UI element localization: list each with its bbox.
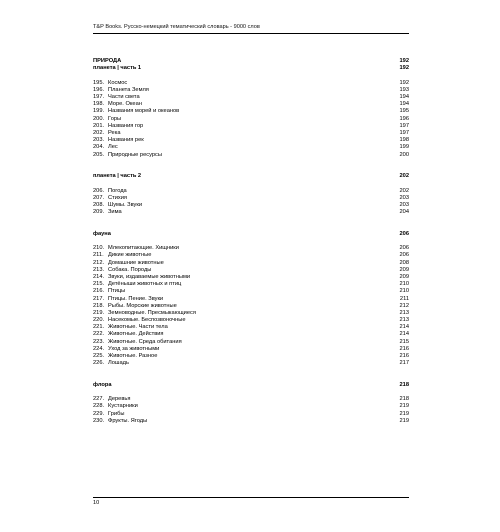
toc-entry-title: Природные ресурсы (108, 151, 162, 158)
toc-entry-number: 216. (93, 288, 105, 295)
toc-entry-title: Названия рек (108, 137, 144, 144)
toc-entry-page: 203 (399, 194, 409, 201)
toc-entry-label (93, 80, 127, 87)
toc-entry-page: 219 (399, 417, 409, 424)
toc-entry (93, 188, 409, 195)
toc-entry-page: 194 (399, 94, 409, 101)
toc-entry-page: 212 (399, 302, 409, 309)
toc-entry-number: 210. (93, 245, 105, 252)
toc-entry-label (93, 310, 196, 317)
toc-entry-number: 230. (93, 417, 105, 424)
toc-entry-page: 218 (399, 381, 409, 388)
toc-entry-title: Река (108, 129, 121, 136)
toc-entry-number: 197. (93, 94, 105, 101)
toc-entry (93, 209, 409, 216)
toc-entry-label (93, 288, 125, 295)
toc-entry-page: 213 (399, 317, 409, 324)
toc-entry-title: фауна (93, 230, 111, 237)
toc-entry-page: 219 (399, 403, 409, 410)
toc-entry-page: 192 (399, 58, 409, 64)
toc-entry-label (93, 188, 127, 195)
toc-entry-label (93, 396, 130, 403)
toc-entry-number: 226. (93, 360, 105, 367)
toc-entry-title: Земноводные. Пресмыкающиеся (108, 309, 196, 316)
toc-entry-label (93, 58, 121, 65)
toc-entry-label (93, 296, 163, 303)
toc-entry (93, 144, 409, 151)
toc-entry-title: планета | часть 1 (93, 65, 142, 72)
toc-entry (93, 245, 409, 252)
toc-entry-title: Фрукты. Ягоды (108, 417, 148, 424)
toc-entry-label (93, 65, 141, 72)
toc-entry-page: 192 (399, 65, 409, 72)
toc-entry-title: Животные. Среда обитания (108, 338, 182, 345)
toc-entry (93, 260, 409, 267)
toc-entry-number: 220. (93, 317, 105, 324)
toc-entry-number: 207. (93, 194, 105, 201)
toc-entry-number: 198. (93, 101, 105, 108)
toc-entry-number: 221. (93, 324, 105, 331)
toc-entry (93, 195, 409, 202)
toc-entry-page: 215 (399, 338, 409, 345)
toc-part-heading (93, 65, 409, 72)
toc-entry-label (93, 403, 138, 410)
toc-entry-page: 211 (399, 295, 409, 302)
toc-entry (93, 296, 409, 303)
toc-entry-number: 205. (93, 151, 105, 158)
toc-entry-number: 228. (93, 403, 105, 410)
toc-entry-page: 208 (399, 259, 409, 266)
toc-entry-number: 215. (93, 281, 105, 288)
toc-spacer (93, 180, 409, 187)
toc-entry-page: 218 (399, 396, 409, 403)
toc-entry-page: 203 (399, 201, 409, 208)
toc-entry-page: 216 (399, 345, 409, 352)
toc-entry-title: Деревья (108, 396, 131, 403)
toc-entry-title: Звуки, издаваемые животными (108, 273, 191, 280)
toc-part-heading (93, 382, 409, 389)
toc-entry-page: 217 (399, 360, 409, 367)
toc-entry-label (93, 418, 147, 425)
toc-entry-page: 216 (399, 353, 409, 360)
toc-part-heading (93, 231, 409, 238)
toc-entry (93, 252, 409, 259)
toc-entry-title: Животные. Разное (108, 353, 158, 360)
toc-entry (93, 267, 409, 274)
toc-entry-page: 195 (399, 108, 409, 115)
toc-entry-label (93, 252, 151, 259)
toc-entry-number: 206. (93, 187, 105, 194)
toc-entry-page: 214 (399, 331, 409, 338)
toc-entry-label (93, 360, 129, 367)
toc-spacer (93, 159, 409, 173)
toc-entry-page: 219 (399, 410, 409, 417)
toc-entry-label (93, 87, 149, 94)
toc-entry-number: 227. (93, 396, 105, 403)
toc-entry-title: Части света (108, 94, 140, 101)
toc-entry-label (93, 353, 157, 360)
toc-entry (93, 130, 409, 137)
toc-entry-page: 199 (399, 144, 409, 151)
toc-entry-number: 201. (93, 122, 105, 129)
toc-entry-title: Птицы. Пение. Звуки (108, 295, 164, 302)
toc-entry-number: 214. (93, 273, 105, 280)
toc-entry-number: 222. (93, 331, 105, 338)
toc-entry-label (93, 331, 164, 338)
toc-entry (93, 331, 409, 338)
toc-entry-title: планета | часть 2 (93, 173, 142, 180)
toc-entry-label (93, 382, 111, 389)
toc-entry-title: Дикие животные (108, 252, 152, 259)
toc-entry-title: Рыбы. Морские животные (108, 302, 177, 309)
toc-entry (93, 281, 409, 288)
toc-entry-page: 206 (399, 252, 409, 259)
toc-entry-number: 225. (93, 353, 105, 360)
toc-entry-label (93, 137, 144, 144)
toc-entry-title: Зима (108, 209, 122, 216)
toc-entry-title: Уход за животными (108, 345, 160, 352)
toc-entry (93, 418, 409, 425)
toc-entry-page: 206 (399, 230, 409, 237)
toc-entry-title: Горы (108, 115, 122, 122)
toc-entry-page: 202 (399, 187, 409, 194)
toc-entry (93, 303, 409, 310)
toc-entry-title: флора (93, 381, 112, 388)
toc-entry-page: 197 (399, 122, 409, 129)
toc-entry-title: Животные. Действия (108, 331, 164, 338)
toc-entry-title: Шумы. Звуки (108, 201, 142, 208)
toc-entry-number: 219. (93, 309, 105, 316)
toc-spacer (93, 389, 409, 396)
toc-entry-number: 199. (93, 108, 105, 115)
toc-entry-label (93, 202, 142, 209)
toc-entry-title: Насекомые. Беспозвоночные (108, 317, 186, 324)
toc-entry-title: Домашние животные (108, 259, 164, 266)
toc-entry (93, 317, 409, 324)
toc-entry-label (93, 94, 140, 101)
toc-entry-page: 194 (399, 101, 409, 108)
toc-entry-page: 214 (399, 324, 409, 331)
toc-entry-label (93, 209, 122, 216)
toc-entry-page: 210 (399, 288, 409, 295)
toc-entry-label (93, 260, 164, 267)
toc-entry-title: Собака. Породы (108, 266, 152, 273)
toc-entry-label (93, 123, 143, 130)
toc-part-heading (93, 173, 409, 180)
toc-entry-page: 206 (399, 245, 409, 252)
toc-section-heading (93, 58, 409, 65)
toc-entry-page: 192 (399, 79, 409, 86)
toc-entry-number: 229. (93, 410, 105, 417)
toc-entry (93, 310, 409, 317)
toc-entry-title: Детёныши животных и птиц (108, 281, 182, 288)
toc-entry-label (93, 173, 141, 180)
toc-entry-title: Названия гор (108, 122, 144, 129)
toc-entry-number: 202. (93, 129, 105, 136)
toc-entry-number: 204. (93, 144, 105, 151)
toc-entry (93, 80, 409, 87)
toc-entry-label (93, 317, 186, 324)
toc-entry-number: 200. (93, 115, 105, 122)
toc-entry (93, 360, 409, 367)
toc-entry-number: 218. (93, 302, 105, 309)
toc-entry-page: 196 (399, 115, 409, 122)
toc-entry-label (93, 274, 190, 281)
toc-entry (93, 346, 409, 353)
toc-entry (93, 116, 409, 123)
toc-entry-label (93, 152, 162, 159)
toc-entry-label (93, 339, 182, 346)
toc-entry-page: 197 (399, 129, 409, 136)
toc-entry-number: 196. (93, 86, 105, 93)
toc-entry-page: 209 (399, 273, 409, 280)
page-footer (93, 497, 409, 507)
toc-entry (93, 202, 409, 209)
toc-entry-number: 208. (93, 201, 105, 208)
toc-entry-number: 217. (93, 295, 105, 302)
toc-entry-page: 200 (399, 151, 409, 158)
toc-entry (93, 87, 409, 94)
toc-entry-number: 223. (93, 338, 105, 345)
toc-entry-title: Море. Океан (108, 101, 142, 108)
toc-entry (93, 339, 409, 346)
toc-entry-label (93, 346, 159, 353)
toc-entry-page: 213 (399, 309, 409, 316)
toc-entry (93, 403, 409, 410)
toc-entry-title: Лес (108, 144, 118, 151)
toc-entry-label (93, 116, 121, 123)
toc-entry-label (93, 245, 179, 252)
toc-entry-number: 224. (93, 345, 105, 352)
toc-entry-page: 210 (399, 281, 409, 288)
toc-entry-title: Животные. Части тела (108, 324, 168, 331)
toc-entry (93, 108, 409, 115)
toc-entry-number: 212. (93, 259, 105, 266)
toc-entry (93, 152, 409, 159)
toc-entry-title: Стихия (108, 194, 127, 201)
toc-spacer (93, 72, 409, 79)
toc-entry-title: Названия морей и океанов (108, 108, 180, 115)
toc-entry (93, 137, 409, 144)
toc-entry-number: 213. (93, 266, 105, 273)
table-of-contents (93, 58, 409, 425)
running-header: T&P Books. Русско-немецкий тематический словарь - 9000 слов (93, 24, 409, 34)
toc-entry-label (93, 231, 111, 238)
toc-entry (93, 123, 409, 130)
toc-entry-label (93, 108, 179, 115)
toc-entry-page: 209 (399, 266, 409, 273)
toc-entry (93, 288, 409, 295)
page-number: 10 (93, 500, 100, 506)
toc-entry-title: Погода (108, 187, 127, 194)
toc-entry-page: 204 (399, 209, 409, 216)
toc-spacer (93, 367, 409, 381)
toc-entry (93, 274, 409, 281)
toc-spacer (93, 238, 409, 245)
toc-entry-label (93, 267, 151, 274)
toc-entry (93, 94, 409, 101)
toc-entry-title: Лошадь (108, 360, 129, 367)
toc-entry-page: 198 (399, 137, 409, 144)
toc-entry-title: Птицы (108, 288, 126, 295)
toc-entry-number: 209. (93, 209, 105, 216)
toc-entry-number: 211. (93, 252, 104, 259)
toc-entry-label (93, 281, 181, 288)
toc-spacer (93, 216, 409, 230)
toc-entry (93, 353, 409, 360)
toc-entry-label (93, 130, 120, 137)
toc-entry-title: Кустарники (108, 403, 138, 410)
toc-entry-page: 202 (399, 173, 409, 180)
toc-entry (93, 396, 409, 403)
toc-entry-label (93, 195, 127, 202)
toc-entry-number: 203. (93, 137, 105, 144)
toc-entry-label (93, 411, 124, 418)
toc-entry-label (93, 303, 177, 310)
toc-entry-title: Космос (108, 79, 128, 86)
toc-entry-number: 195. (93, 79, 105, 86)
toc-entry-title: Планета Земля (108, 86, 149, 93)
toc-entry (93, 411, 409, 418)
toc-entry-label (93, 144, 118, 151)
toc-entry-title: ПРИРОДА (93, 58, 122, 64)
toc-entry-title: Грибы (108, 410, 125, 417)
toc-entry-title: Млекопитающие. Хищники (108, 245, 179, 252)
toc-entry-page: 193 (399, 86, 409, 93)
